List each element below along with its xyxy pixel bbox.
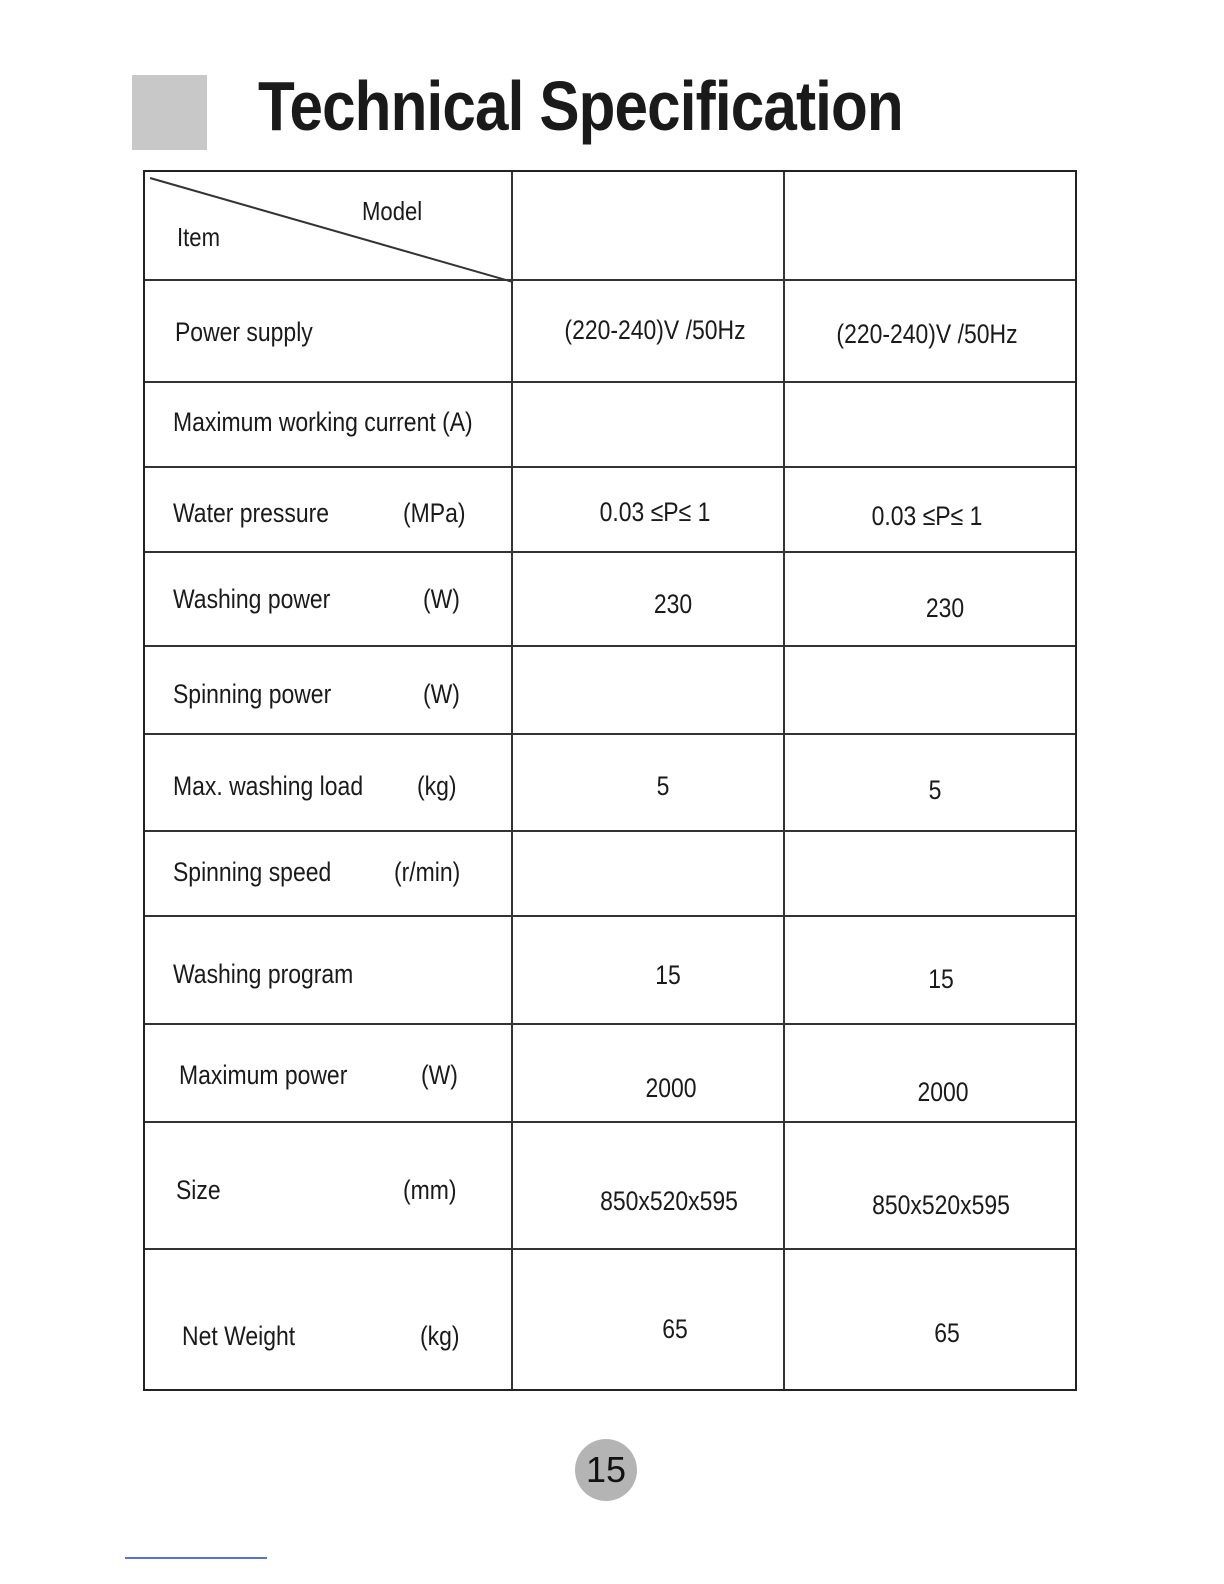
row-value-model-1: 850x520x595	[600, 1186, 738, 1216]
header-item-label: Item	[177, 222, 220, 252]
page-number-badge	[575, 1439, 637, 1501]
page-number: 15	[585, 1449, 627, 1490]
spec-table	[143, 170, 1077, 1391]
row-unit: (W)	[421, 1060, 458, 1090]
row-label: Maximum working current (A)	[173, 407, 473, 437]
spec-row-washing-power	[145, 551, 1075, 645]
row-label: Spinning speed	[173, 857, 332, 887]
page-title: Technical Specification	[258, 67, 903, 145]
row-label: Washing power	[173, 584, 331, 614]
row-value-model-1: 65	[662, 1314, 688, 1344]
spec-row-max-washing-load	[145, 733, 1075, 830]
row-value-model-2: 850x520x595	[872, 1190, 1010, 1220]
row-value-model-1: 0.03 ≤P≤ 1	[599, 497, 711, 527]
row-unit: (kg)	[420, 1321, 460, 1351]
row-label: Size	[176, 1175, 221, 1205]
row-label: Max. washing load	[173, 771, 364, 801]
row-unit: (kg)	[417, 771, 457, 801]
footer-rule	[125, 1557, 267, 1559]
row-label: Water pressure	[173, 498, 330, 528]
row-unit: (r/min)	[394, 857, 461, 887]
row-value-model-1: 5	[656, 771, 670, 801]
row-label: Net Weight	[182, 1321, 296, 1351]
row-value-model-1: 15	[655, 960, 681, 990]
row-value-model-1: 2000	[645, 1073, 697, 1103]
row-value-model-2: 0.03 ≤P≤ 1	[871, 501, 983, 531]
row-label: Washing program	[173, 959, 354, 989]
spec-row-spinning-power	[145, 645, 1075, 733]
row-value-model-2: 5	[928, 775, 942, 805]
row-value-model-2: 15	[928, 964, 954, 994]
row-label: Spinning power	[173, 679, 332, 709]
row-value-model-2: 65	[934, 1318, 960, 1348]
row-value-model-1: 230	[653, 589, 693, 619]
row-unit: (W)	[423, 584, 460, 614]
row-label: Maximum power	[179, 1060, 348, 1090]
spec-row-size	[145, 1121, 1075, 1248]
row-unit: (mm)	[403, 1175, 457, 1205]
title-marker-square	[132, 75, 207, 150]
row-label: Power supply	[175, 317, 313, 347]
spec-row-maximum-power	[145, 1023, 1075, 1121]
spec-row-water-pressure	[145, 466, 1075, 551]
spec-row-spinning-speed	[145, 830, 1075, 915]
row-value-model-2: 2000	[917, 1077, 969, 1107]
spec-row-max-working-current	[145, 381, 1075, 466]
spec-row-power-supply	[145, 279, 1075, 381]
row-unit: (MPa)	[403, 498, 466, 528]
spec-row-net-weight	[145, 1248, 1075, 1391]
row-value-model-2: 230	[925, 593, 965, 623]
row-value-model-2: (220-240)V /50Hz	[836, 319, 1018, 349]
spec-row-washing-program	[145, 915, 1075, 1023]
row-value-model-1: (220-240)V /50Hz	[564, 315, 746, 345]
header-model-label: Model	[362, 196, 423, 226]
row-unit: (W)	[423, 679, 460, 709]
